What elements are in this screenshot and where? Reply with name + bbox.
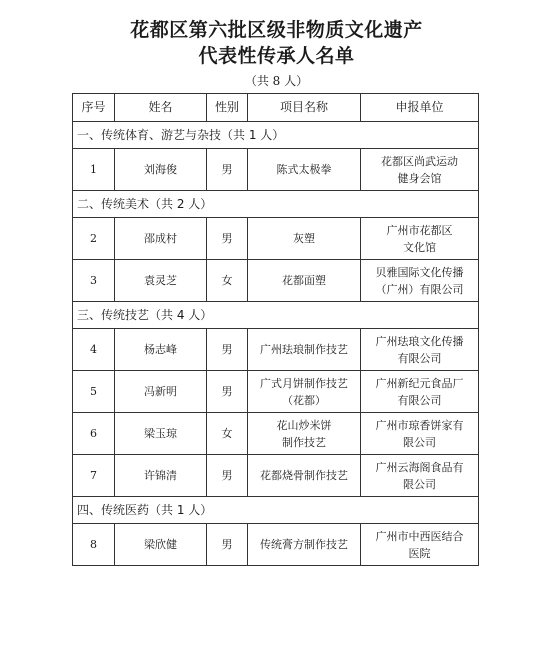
row-project-line: 花山炒米饼 [276,418,332,432]
row-no: 3 [73,260,115,302]
inheritor-table [72,93,479,566]
row-name: 刘海俊 [115,149,207,191]
row-unit-line: 广州珐琅文化传播 [375,334,464,348]
row-unit [361,413,479,455]
table-row [73,218,479,260]
row-unit [361,371,479,413]
row-no: 1 [73,149,115,191]
row-unit-line: 有限公司 [397,351,442,365]
table-row [73,371,479,413]
table-row [73,260,479,302]
page-title: 花都区第六批区级非物质文化遗产 [130,19,423,41]
table-header-row [73,94,479,122]
row-unit-line: 医院 [408,546,431,560]
row-name: 梁欣健 [115,524,207,566]
category-label: 一、传统体育、游艺与杂技（共 1 人） [73,122,479,149]
header-unit: 申报单位 [361,94,479,122]
row-no: 6 [73,413,115,455]
row-unit-line: 文化馆 [403,240,436,254]
row-unit-line: 广州市中西医结合 [375,529,464,543]
table-row [73,524,479,566]
page-subtitle: 代表性传承人名单 [198,45,355,67]
category-row [73,497,479,524]
row-gender: 女 [207,413,248,455]
row-name: 邵成村 [115,218,207,260]
row-no: 2 [73,218,115,260]
table-row [73,455,479,497]
row-project [248,329,361,371]
row-project [248,371,361,413]
row-unit-line: 限公司 [403,435,436,449]
row-project-line: 花都面塑 [282,274,326,287]
row-gender: 男 [207,149,248,191]
row-name: 许锦清 [115,455,207,497]
row-unit [361,524,479,566]
header-project: 项目名称 [248,94,361,122]
row-unit-line: 广州市花都区 [386,223,453,237]
row-unit-line: 广州新纪元食品厂 [375,376,464,390]
row-project-line: 传统膏方制作技艺 [260,538,348,551]
row-name: 袁灵芝 [115,260,207,302]
row-project-line: 广式月饼制作技艺 [260,376,348,390]
row-project [248,413,361,455]
row-no: 5 [73,371,115,413]
row-unit-line: 有限公司 [397,393,442,407]
category-label: 二、传统美术（共 2 人） [73,191,479,218]
row-project-line: 花都烧骨制作技艺 [260,469,348,482]
row-unit-line: 广州云海阁食品有 [375,460,464,474]
row-unit [361,455,479,497]
row-gender: 男 [207,455,248,497]
row-gender: 男 [207,524,248,566]
row-unit-line: 健身会馆 [397,171,442,185]
row-gender: 男 [207,218,248,260]
row-name: 杨志峰 [115,329,207,371]
row-project-line: 灰塑 [293,232,315,245]
row-no: 8 [73,524,115,566]
row-unit-line: （广州）有限公司 [375,282,464,296]
table-row [73,329,479,371]
category-row [73,122,479,149]
row-project [248,260,361,302]
row-project-line: （花都） [282,393,326,407]
row-unit [361,260,479,302]
row-project [248,455,361,497]
table-body [73,122,479,566]
row-gender: 男 [207,371,248,413]
row-project [248,524,361,566]
category-label: 三、传统技艺（共 4 人） [73,302,479,329]
row-name: 梁玉琼 [115,413,207,455]
row-unit [361,218,479,260]
total-count: （共 8 人） [244,74,309,88]
category-row [73,191,479,218]
header-name: 姓名 [115,94,207,122]
row-project-line: 陈式太极拳 [276,163,332,176]
row-unit-line: 限公司 [403,477,436,491]
row-no: 7 [73,455,115,497]
header-gender: 性别 [207,94,248,122]
row-unit-line: 贝雅国际文化传播 [375,265,464,279]
category-row [73,302,479,329]
row-project [248,149,361,191]
row-project-line: 制作技艺 [282,435,326,449]
row-gender: 女 [207,260,248,302]
table-row [73,149,479,191]
row-no: 4 [73,329,115,371]
table-row [73,413,479,455]
row-unit [361,329,479,371]
row-unit [361,149,479,191]
row-project [248,218,361,260]
row-name: 冯新明 [115,371,207,413]
row-project-line: 广州珐琅制作技艺 [260,343,348,356]
category-label: 四、传统医药（共 1 人） [73,497,479,524]
row-unit-line: 广州市琼香饼家有 [375,418,464,432]
header-no: 序号 [73,94,115,122]
row-gender: 男 [207,329,248,371]
row-unit-line: 花都区尚武运动 [381,154,458,168]
